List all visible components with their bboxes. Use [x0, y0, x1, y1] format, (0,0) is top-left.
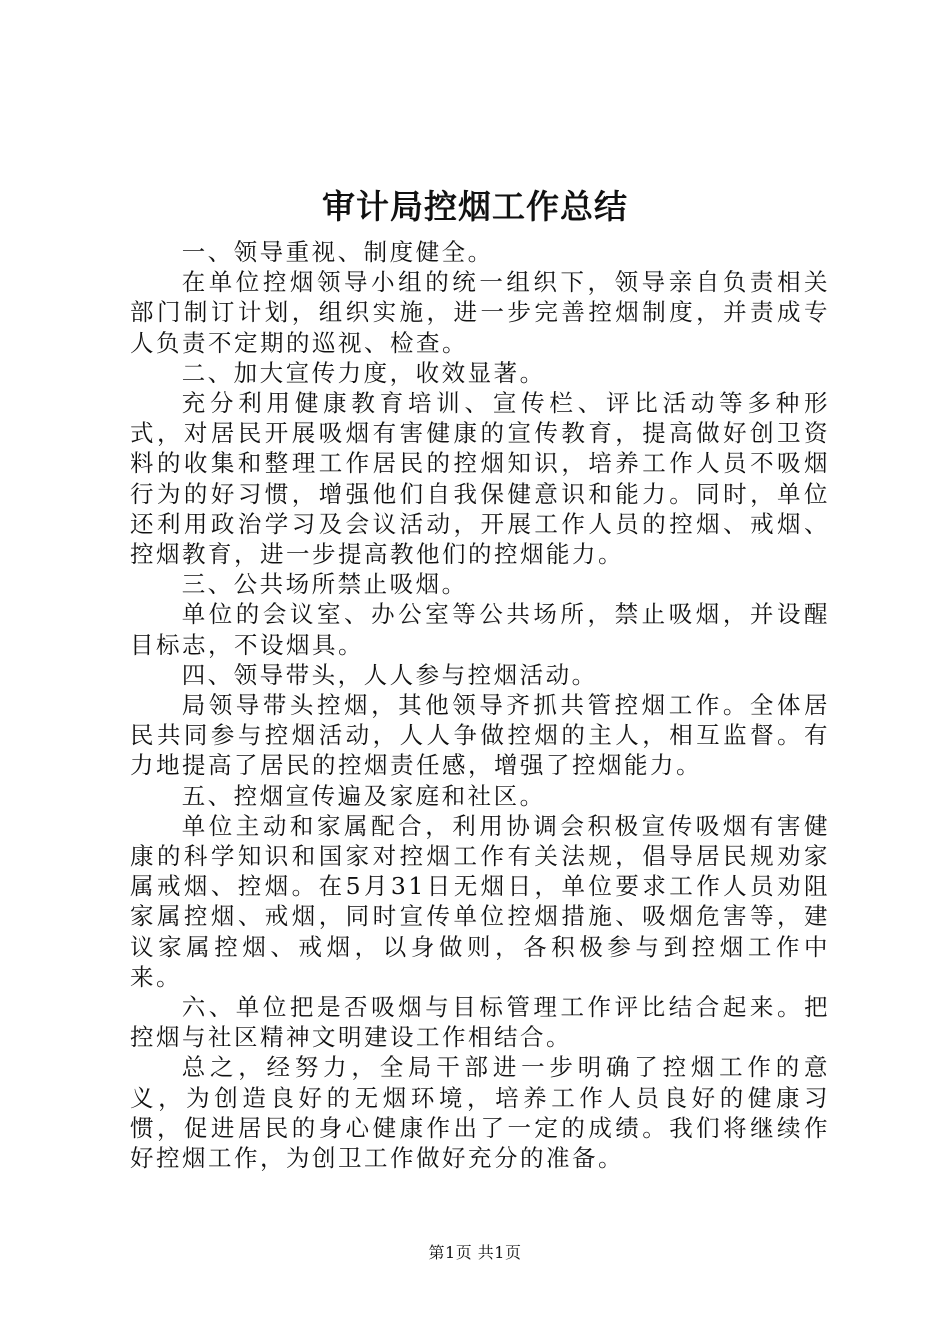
- body-paragraph: 充分利用健康教育培训、宣传栏、评比活动等多种形式，对居民开展吸烟有害健康的宣传教育，提高做好创卫资料的收集和整理工作居民的控烟知识，培养工作人员不吸烟行为的好习惯，增强他们自我保健意识和能力。同时，单位还利用政治学习及会议活动，开展工作人员的控烟、戒烟、控烟教育，进一步提高教他们的控烟能力。: [130, 389, 830, 569]
- section-heading-4: 四、领导带头，人人参与控烟活动。: [181, 660, 598, 689]
- body-paragraph: 单位的会议室、办公室等公共场所，禁止吸烟，并设醒目标志，不设烟具。: [130, 600, 830, 659]
- section-heading-2: 二、加大宣传力度，收效显著。: [181, 358, 546, 387]
- section-heading-1: 一、领导重视、制度健全。: [181, 238, 494, 266]
- page-footer: 第1页 共1页: [428, 1243, 522, 1262]
- body-paragraph: 局领导带头控烟，其他领导齐抓共管控烟工作。全体居民共同参与控烟活动，人人争做控烟的主人，相互监督。有力地提高了居民的控烟责任感，增强了控烟能力。: [130, 691, 830, 780]
- document-body: [130, 237, 830, 1173]
- section-heading-3: 三、公共场所禁止吸烟。: [181, 570, 468, 599]
- section-heading-6: 六、单位把是否吸烟与目标管理工作评比结合起来。把控烟与社区精神文明建设工作相结合。: [130, 993, 830, 1052]
- body-paragraph: 在单位控烟领导小组的统一组织下，领导亲自负责相关部门制订计划，组织实施，进一步完善控烟制度，并责成专人负责不定期的巡视、检查。: [130, 268, 830, 357]
- section-heading-5: 五、控烟宣传遍及家庭和社区。: [181, 781, 546, 810]
- body-paragraph: 单位主动和家属配合，利用协调会积极宣传吸烟有害健康的科学知识和国家对控烟工作有关法规，倡导居民规劝家属戒烟、控烟。在5月31日无烟日，单位要求工作人员劝阻家属控烟、戒烟，同时宣传单位控烟措施、吸烟危害等，建议家属控烟、戒烟，以身做则，各积极参与到控烟工作中来。: [130, 811, 830, 991]
- conclusion-paragraph: 总之，经努力，全局干部进一步明确了控烟工作的意义，为创造良好的无烟环境，培养工作人员良好的健康习惯，促进居民的身心健康作出了一定的成绩。我们将继续作好控烟工作，为创卫工作做好充分的准备。: [130, 1053, 830, 1173]
- document-title: 审计局控烟工作总结: [322, 187, 628, 226]
